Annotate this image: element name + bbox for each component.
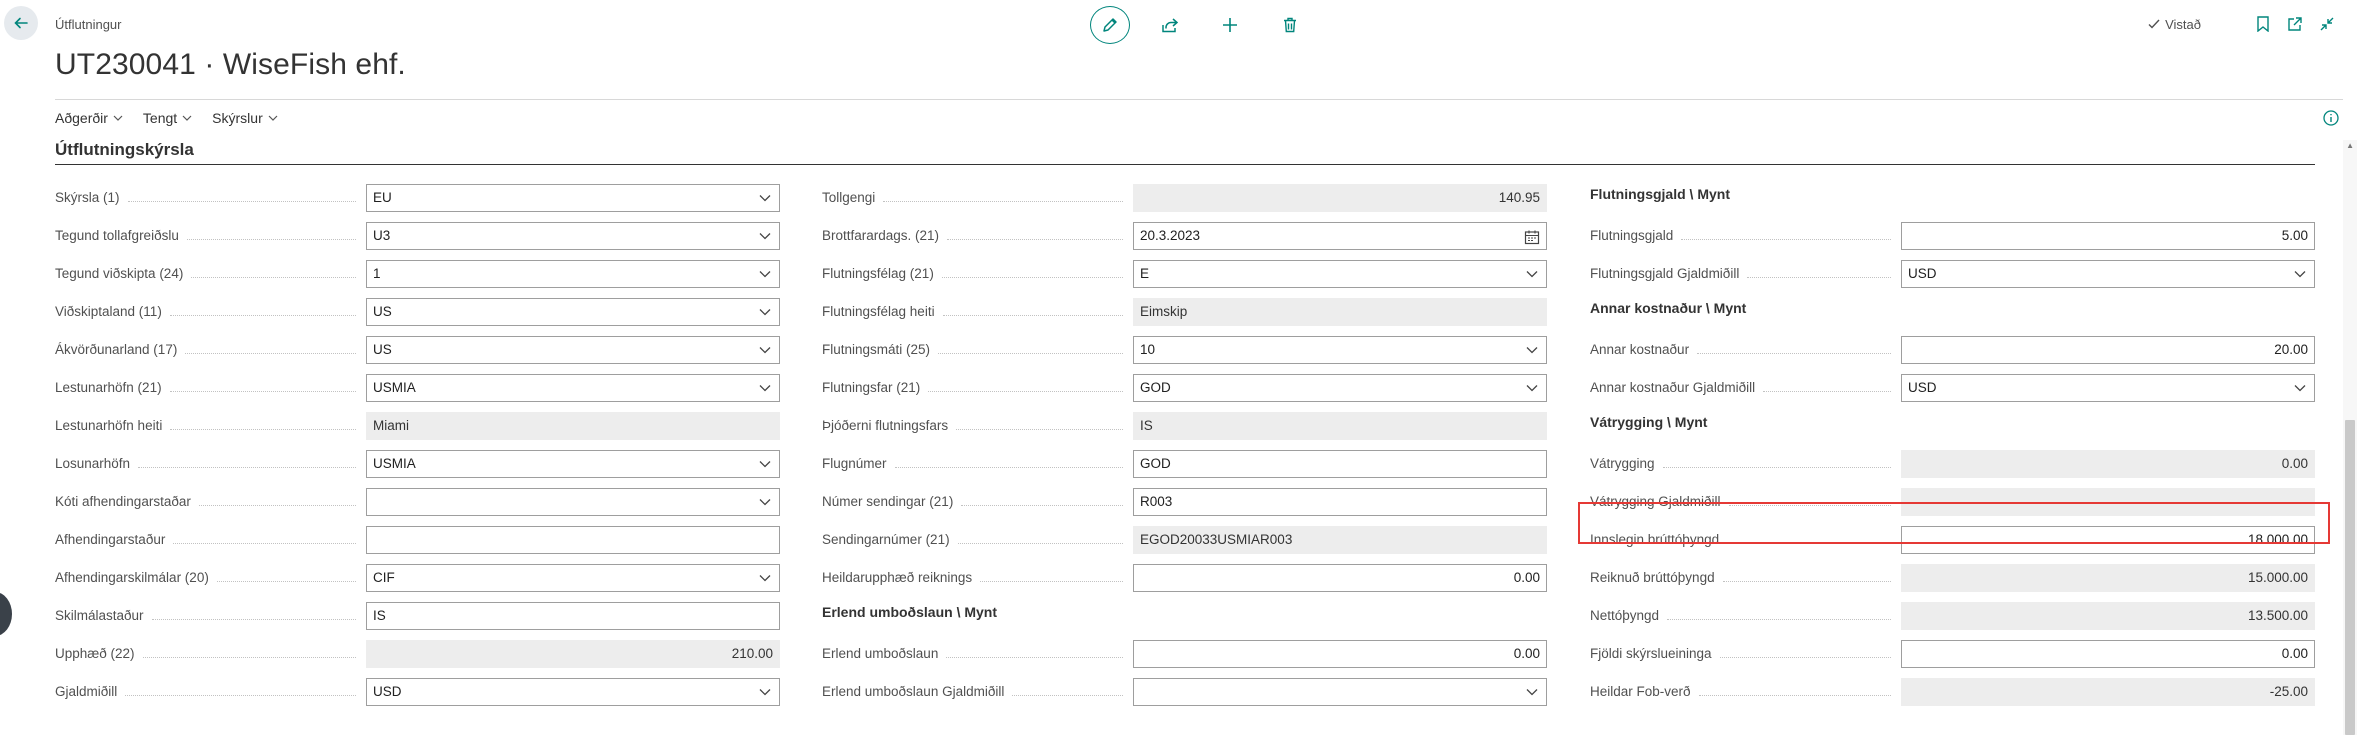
label-leader-dots [1667, 619, 1891, 620]
sendingarnu-mer-21-value [1133, 526, 1547, 554]
record-toolbar [1090, 6, 1310, 44]
label-leader-dots [1663, 467, 1891, 468]
field-label: Brottfarardags. (21) [822, 228, 940, 243]
bookmark-icon [2256, 16, 2270, 32]
label-leader-dots [895, 467, 1123, 468]
label-leader-dots [152, 619, 356, 620]
open-new-window-button[interactable] [2285, 14, 2305, 34]
collapse-icon [2319, 16, 2335, 32]
edit-button[interactable] [1090, 6, 1130, 44]
field-value: 0.00 [1513, 570, 1540, 585]
field-value: 210.00 [731, 646, 773, 661]
action-label: Tengt [142, 110, 178, 126]
jo-erni-flutningsfars-value [1133, 412, 1547, 440]
field-label: Þjóðerni flutningsfars [822, 418, 949, 433]
chevron-down-icon [2294, 269, 2306, 279]
chevron-down-icon [2294, 383, 2306, 393]
field-value: USMIA [373, 380, 416, 395]
field-value: 0.00 [2281, 456, 2308, 471]
field-label: Tegund tollafgreiðslu [55, 228, 179, 243]
field-label: Losunarhöfn [55, 456, 131, 471]
field-label: Tegund viðskipta (24) [55, 266, 184, 281]
label-leader-dots [191, 277, 356, 278]
field-label: Númer sendingar (21) [822, 494, 954, 509]
field-label: Heildar Fob-verð [1590, 684, 1691, 699]
field-label: Vátrygging [1590, 456, 1655, 471]
label-leader-dots [938, 353, 1123, 354]
field-value: U3 [373, 228, 391, 243]
label-leader-dots [928, 391, 1123, 392]
lestunarho-fn-21-select[interactable] [366, 374, 780, 402]
page-title: UT230041 · WiseFish ehf. [55, 48, 406, 81]
field-value: 10 [1140, 342, 1156, 357]
field-label: Annar kostnaður [1590, 342, 1690, 357]
field-label: Skýrsla (1) [55, 190, 120, 205]
group-heading: Vátrygging \ Mynt [1590, 414, 1708, 430]
field-label: Afhendingarstaður [55, 532, 166, 547]
field-label: Tollgengi [822, 190, 876, 205]
scrollbar-thumb[interactable] [2345, 420, 2355, 735]
field-label: Vátrygging Gjaldmiðill [1590, 494, 1721, 509]
label-leader-dots [187, 239, 356, 240]
field-label: Gjaldmiðill [55, 684, 118, 699]
chevron-down-icon [268, 114, 278, 122]
scroll-up-icon[interactable]: ▲ [2346, 141, 2354, 150]
section-title: Útflutningskýrsla [55, 140, 194, 159]
field-value: GOD [1140, 380, 1171, 395]
action-menu-actions[interactable] [55, 110, 123, 126]
brottfarardags-21-input[interactable] [1133, 222, 1547, 250]
field-label: Kóti afhendingarstaðar [55, 494, 191, 509]
sky-rsla-1-select[interactable] [366, 184, 780, 212]
label-leader-dots [961, 505, 1123, 506]
field-value: 20.3.2023 [1140, 228, 1201, 243]
action-menu-reports[interactable] [212, 110, 278, 126]
chevron-down-icon [759, 687, 771, 697]
label-leader-dots [980, 581, 1123, 582]
action-label: Skýrslur [212, 110, 263, 126]
fjo-ldi-sky-rslueininga-input[interactable] [1901, 640, 2315, 668]
delete-icon [1281, 16, 1299, 34]
field-label: Innslegin brúttóþyngd [1590, 532, 1720, 547]
action-label: Aðgerðir [55, 110, 108, 126]
field-label: Lestunarhöfn (21) [55, 380, 162, 395]
field-label: Flutningsfar (21) [822, 380, 921, 395]
bookmark-button[interactable] [2253, 14, 2273, 34]
label-leader-dots [942, 277, 1123, 278]
flutningsfe-lag-heiti-value [1133, 298, 1547, 326]
afhendingarsta-ur-input[interactable] [366, 526, 780, 554]
flugnu-mer-input[interactable] [1133, 450, 1547, 478]
calendar-icon[interactable] [1524, 229, 1540, 245]
field-label: Erlend umboðslaun [822, 646, 939, 661]
field-label: Heildarupphæð reiknings [822, 570, 973, 585]
field-label: Lestunarhöfn heiti [55, 418, 163, 433]
label-leader-dots [128, 201, 356, 202]
field-label: Reiknuð brúttóþyngd [1590, 570, 1715, 585]
tegund-tollafgrei-slu-select[interactable] [366, 222, 780, 250]
field-value: EGOD20033USMIAR003 [1140, 532, 1293, 547]
field-label: Flutningsgjald Gjaldmiðill [1590, 266, 1740, 281]
chevron-down-icon [182, 114, 192, 122]
chevron-down-icon [759, 345, 771, 355]
label-leader-dots [170, 315, 356, 316]
label-leader-dots [947, 239, 1123, 240]
field-value: R003 [1140, 494, 1173, 509]
label-leader-dots [138, 467, 356, 468]
field-value: Miami [373, 418, 409, 433]
label-leader-dots [946, 657, 1123, 658]
label-leader-dots [1699, 695, 1891, 696]
header-divider [55, 99, 2343, 100]
field-value: Eimskip [1140, 304, 1188, 319]
chevron-down-icon [1526, 269, 1538, 279]
chevron-down-icon [1526, 345, 1538, 355]
chevron-down-icon [759, 573, 771, 583]
top-right-controls [2147, 14, 2337, 34]
field-label: Annar kostnaður Gjaldmiðill [1590, 380, 1756, 395]
a-kvo-r-unarland-17-select[interactable] [366, 336, 780, 364]
netto-yngd-value [1901, 602, 2315, 630]
lestunarho-fn-heiti-value [366, 412, 780, 440]
field-label: Ákvörðunarland (17) [55, 342, 178, 357]
chevron-down-icon [759, 269, 771, 279]
arrow-left-icon [13, 15, 29, 31]
afhendingarskilma-lar-20-select[interactable] [366, 564, 780, 592]
field-value: CIF [373, 570, 395, 585]
field-label: Skilmálastaður [55, 608, 144, 623]
field-value: USD [373, 684, 402, 699]
field-label: Viðskiptaland (11) [55, 304, 162, 319]
saved-label: Vistað [2165, 16, 2201, 32]
field-label: Nettóþyngd [1590, 608, 1660, 623]
chevron-down-icon [759, 497, 771, 507]
field-label: Erlend umboðslaun Gjaldmiðill [822, 684, 1005, 699]
tollgengi-value [1133, 184, 1547, 212]
field-value: EU [373, 190, 392, 205]
label-leader-dots [217, 581, 356, 582]
info-icon[interactable] [2321, 108, 2341, 128]
label-leader-dots [956, 429, 1123, 430]
chevron-down-icon [1526, 687, 1538, 697]
share-icon [1161, 16, 1179, 34]
label-leader-dots [1681, 239, 1891, 240]
field-value: USD [1908, 266, 1937, 281]
vi-skiptaland-11-select[interactable] [366, 298, 780, 326]
label-leader-dots [185, 353, 356, 354]
chevron-down-icon [113, 114, 123, 122]
label-leader-dots [1723, 581, 1891, 582]
heildar-fob-ver-value [1901, 678, 2315, 706]
share-button[interactable] [1150, 6, 1190, 44]
collapse-button[interactable] [2317, 14, 2337, 34]
edit-icon [1101, 16, 1119, 34]
field-label: Flutningsfélag (21) [822, 266, 934, 281]
flutningsgjald-input[interactable] [1901, 222, 2315, 250]
heildarupph-reiknings-input[interactable] [1133, 564, 1547, 592]
field-label: Afhendingarskilmálar (20) [55, 570, 209, 585]
field-value: USMIA [373, 456, 416, 471]
erlend-umbo-slaun-input[interactable] [1133, 640, 1547, 668]
label-leader-dots [1012, 695, 1123, 696]
breadcrumb: Útflutningur [55, 17, 122, 32]
label-leader-dots [943, 315, 1123, 316]
upph-22-value [366, 640, 780, 668]
tegund-vi-skipta-24-select[interactable] [366, 260, 780, 288]
label-leader-dots [173, 543, 356, 544]
chevron-down-icon [759, 383, 771, 393]
flutningsma-ti-25-select[interactable] [1133, 336, 1547, 364]
group-heading: Annar kostnaður \ Mynt [1590, 300, 1747, 316]
nu-mer-sendingar-21-input[interactable] [1133, 488, 1547, 516]
field-value: 140.95 [1498, 190, 1540, 205]
check-icon [2147, 17, 2161, 31]
reiknu-bru-tto-yngd-value [1901, 564, 2315, 592]
skilma-lasta-ur-input[interactable] [366, 602, 780, 630]
field-value: 13.500.00 [2247, 608, 2308, 623]
chevron-down-icon [759, 193, 771, 203]
label-leader-dots [143, 657, 356, 658]
field-value: GOD [1140, 456, 1171, 471]
label-leader-dots [1763, 391, 1891, 392]
field-label: Flutningsmáti (25) [822, 342, 931, 357]
field-label: Fjöldi skýrslueininga [1590, 646, 1712, 661]
group-heading: Erlend umboðslaun \ Mynt [822, 604, 998, 620]
action-bar [55, 110, 278, 126]
section-divider [55, 164, 2315, 165]
chevron-down-icon [759, 307, 771, 317]
chevron-down-icon [759, 459, 771, 469]
field-value: USD [1908, 380, 1937, 395]
flutningsfar-21-select[interactable] [1133, 374, 1547, 402]
label-leader-dots [125, 695, 356, 696]
label-leader-dots [1747, 277, 1891, 278]
delete-button[interactable] [1270, 6, 1310, 44]
field-label: Flutningsfélag heiti [822, 304, 935, 319]
saved-status [2147, 17, 2201, 32]
open-new-window-icon [2287, 16, 2303, 32]
field-value: US [373, 304, 392, 319]
label-leader-dots [170, 391, 356, 392]
field-value: 0.00 [2281, 646, 2308, 661]
annar-kostna-ur-gjaldmi-ill-select[interactable] [1901, 374, 2315, 402]
field-value: 20.00 [2274, 342, 2308, 357]
chevron-down-icon [1526, 383, 1538, 393]
ko-ti-afhendingarsta-ar-select[interactable] [366, 488, 780, 516]
chevron-down-icon [759, 231, 771, 241]
gjaldmi-ill-select[interactable] [366, 678, 780, 706]
annar-kostna-ur-input[interactable] [1901, 336, 2315, 364]
field-value: 1 [373, 266, 381, 281]
label-leader-dots [883, 201, 1123, 202]
label-leader-dots [958, 543, 1123, 544]
plus-icon [1221, 16, 1239, 34]
field-value: 5.00 [2281, 228, 2308, 243]
field-label: Sendingarnúmer (21) [822, 532, 950, 547]
highlight-box [1578, 502, 2330, 544]
group-heading: Flutningsgjald \ Mynt [1590, 186, 1730, 202]
flutningsgjald-gjaldmi-ill-select[interactable] [1901, 260, 2315, 288]
field-label: Flugnúmer [822, 456, 887, 471]
field-value: IS [373, 608, 386, 623]
field-value: IS [1140, 418, 1153, 433]
new-button[interactable] [1210, 6, 1250, 44]
label-leader-dots [199, 505, 356, 506]
field-value: 18.000.00 [2247, 532, 2308, 547]
back-button[interactable] [4, 6, 38, 40]
action-menu-related[interactable] [143, 110, 192, 126]
field-value: 15.000.00 [2247, 570, 2308, 585]
field-value: E [1140, 266, 1150, 281]
field-value: US [373, 342, 392, 357]
va-trygging-value [1901, 450, 2315, 478]
label-leader-dots [170, 429, 356, 430]
flutningsfe-lag-21-select[interactable] [1133, 260, 1547, 288]
side-panel-handle[interactable] [0, 592, 12, 636]
field-value: -25.00 [2269, 684, 2308, 699]
label-leader-dots [1720, 657, 1891, 658]
field-label: Flutningsgjald [1590, 228, 1674, 243]
field-value: 0.00 [1513, 646, 1540, 661]
erlend-umbo-slaun-gjaldmi-ill-select[interactable] [1133, 678, 1547, 706]
losunarho-fn-select[interactable] [366, 450, 780, 478]
label-leader-dots [1697, 353, 1891, 354]
field-label: Upphæð (22) [55, 646, 135, 661]
